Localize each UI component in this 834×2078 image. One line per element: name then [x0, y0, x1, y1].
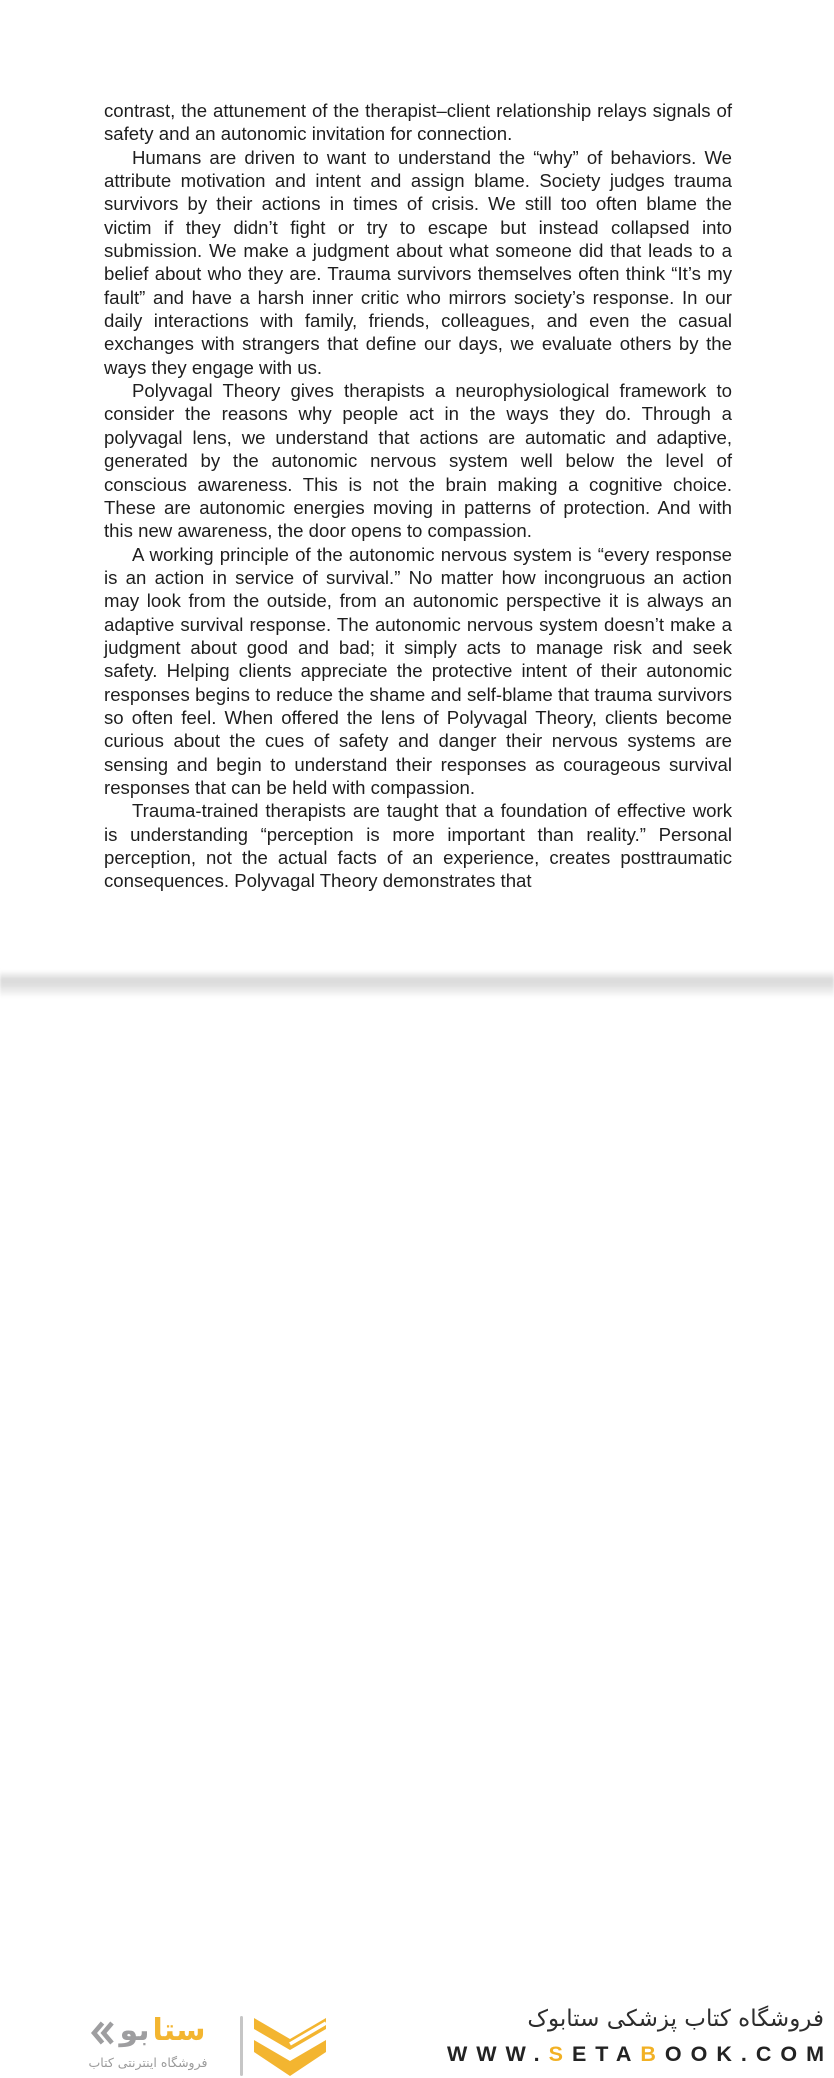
- store-title-fa: فروشگاه کتاب پزشکی ستابوک: [527, 2006, 824, 2032]
- page-text: [104, 99, 732, 893]
- site-info: [446, 2002, 833, 2068]
- paragraph: A working principle of the autonomic nervous system is “every response is an action in service of survival.” No matter how incongruous an action may look from the outside, from an autonomic perspective it is always an adaptive survival response. The autonomic nervous system doesn’t make a judgment about good and bad; it simply acts to manage risk and seek safety. Helping clients appreciate the protective intent of their autonomic responses begins to reduce the shame and self-blame that trauma survivors so often feel. When offered the lens of Polyvagal Theory, clients become curious about the cues of safety and danger their nervous systems are sensing and begin to understand their responses as courageous survival responses that can be held with compassion.: [104, 543, 732, 798]
- page-bottom-shadow: [0, 970, 834, 998]
- url-segment: WWW.: [446, 2042, 549, 2066]
- watermark-footer: [0, 1000, 834, 2070]
- paragraph: Trauma-trained therapists are taught that a foundation of effective work is understanding “perception is more important than reality.” Personal perception, not the actual facts of an experience, creates posttraumatic consequences. Polyvagal Theory demonstrates that: [104, 800, 732, 892]
- setabook-chevron-emblem-icon: [252, 2016, 328, 2078]
- url-segment: OOK.COM: [664, 2042, 833, 2066]
- url-segment: B: [640, 2042, 665, 2066]
- logo-tagline: فروشگاه اینترنتی کتاب: [88, 2055, 208, 2070]
- url-segment: S: [548, 2042, 572, 2066]
- paragraph: contrast, the attunement of the therapist–client relationship relays signals of safety and an autonomic invitation for connection.: [104, 100, 732, 145]
- site-url: [447, 2041, 833, 2068]
- paragraph: Polyvagal Theory gives therapists a neurophysiological framework to consider the reasons why people act in the ways they do. Through a polyvagal lens, we understand that actions are automatic and adaptive, generated by the autonomic nervous system well below the level of conscious awareness. This is not the brain making a cognitive choice. These are autonomic energies moving in patterns of protection. And with this new awareness, the door opens to compassion.: [104, 380, 732, 542]
- setabook-logo: [58, 2010, 238, 2070]
- setabook-wordmark: [58, 2010, 238, 2052]
- double-chevron-left-icon: [90, 2020, 116, 2046]
- wordmark-text-secondary: بو: [119, 2013, 150, 2048]
- wordmark-text-primary: ستا: [152, 2013, 206, 2048]
- url-segment: ETA: [571, 2042, 641, 2066]
- logo-divider: [240, 2016, 243, 2076]
- paragraph: Humans are driven to want to understand the “why” of behaviors. We attribute motivation and intent and assign blame. Society judges trauma survivors by their actions in times of crisis. We still too often blame the victim if they didn’t fight or try to escape but instead collapsed into submission. We make a judgment about what someone did that leads to a belief about who they are. Trauma survivors themselves often think “It’s my fault” and have a harsh inner critic who mirrors society’s response. In our daily interactions with family, friends, colleagues, and even the casual exchanges with strangers that define our days, we evaluate others by the ways they engage with us.: [104, 146, 732, 378]
